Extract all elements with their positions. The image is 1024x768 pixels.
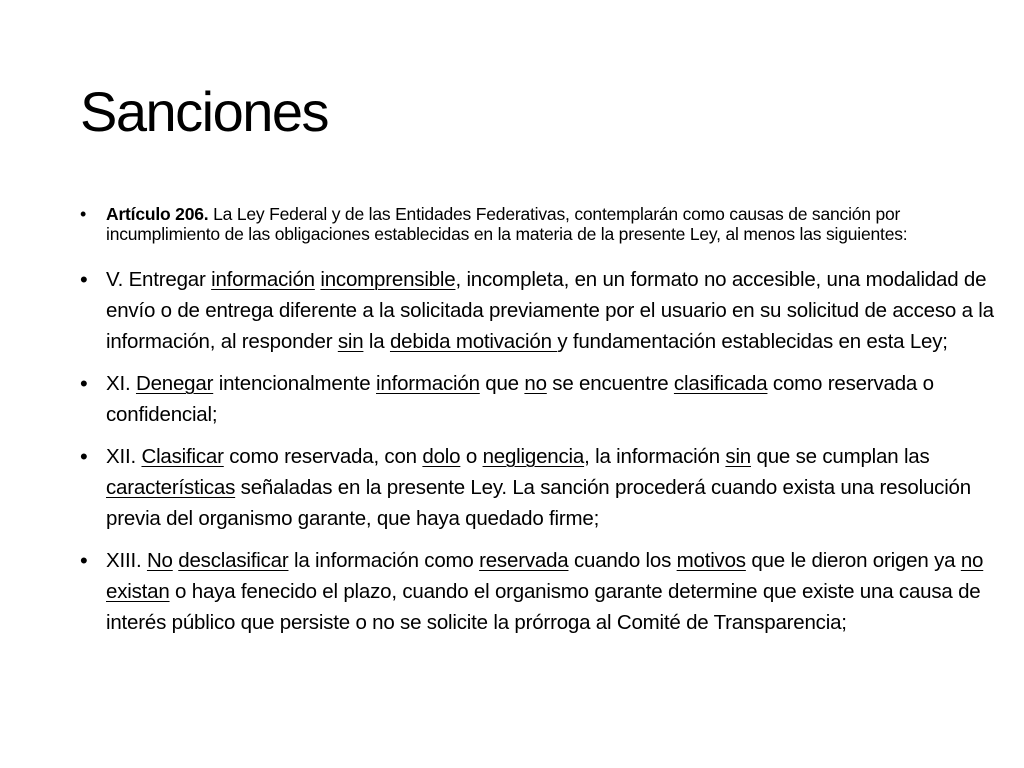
underlined-term: Denegar <box>135 372 214 395</box>
text-segment: V. Entregar <box>106 268 212 291</box>
sanction-text <box>106 549 983 634</box>
text-segment: cuando los <box>568 549 677 572</box>
underlined-term: características <box>106 476 236 499</box>
article-label: Artículo 206. <box>106 204 209 224</box>
text-segment: , incompleta, en un formato no accesible, una modalidad de envío o de entrega diferente a la solicitada previamente por el usuario en su solicitud de acceso a la información, al responder <box>106 268 994 353</box>
underlined-term: información <box>211 268 315 291</box>
underlined-term: reservada <box>479 549 569 572</box>
underlined-term: debida motivación <box>389 330 558 353</box>
underlined-term: existan <box>106 580 170 603</box>
text-segment: intencionalmente <box>213 372 377 395</box>
text-segment: o haya fenecido el plazo, cuando el organismo garante determine que existe una causa de interés público que persiste o no se solicite la prórroga al Comité de Transparencia; <box>106 580 981 634</box>
bullet-dot: • <box>80 204 87 224</box>
sanction-item-xii <box>80 441 1000 534</box>
text-segment: XI. <box>106 372 136 395</box>
bullet-dot: • <box>80 371 88 396</box>
underlined-term: negligencia <box>482 445 585 468</box>
text-segment: como reservada o confidencial; <box>106 372 934 426</box>
intro-bullet <box>80 204 1000 244</box>
intro-text <box>106 204 907 244</box>
underlined-term: No <box>146 549 173 572</box>
underlined-term: información <box>376 372 480 395</box>
text-segment: o <box>460 445 483 468</box>
underlined-term: dolo <box>422 445 461 468</box>
sanction-text <box>106 372 934 426</box>
text-segment: que <box>479 372 525 395</box>
text-segment: señaladas en la presente Ley. La sanción procederá cuando exista una resolución previa del organismo garante, que haya quedado firme; <box>106 476 971 530</box>
text-segment: se encuentre <box>546 372 674 395</box>
sanction-item-v <box>80 264 1000 357</box>
sanction-item-xi <box>80 368 1000 430</box>
text-segment: que le dieron origen ya <box>745 549 961 572</box>
bullet-list <box>80 204 1000 649</box>
underlined-term: desclasificar <box>178 549 289 572</box>
text-segment: que se cumplan las <box>751 445 930 468</box>
text-segment: la <box>363 330 390 353</box>
sanction-text <box>106 445 971 530</box>
article-text: La Ley Federal y de las Entidades Federativas, contemplarán como causas de sanción por incumplimiento de las obligaciones establecidas en la materia de la presente Ley, al menos las siguientes: <box>106 204 908 244</box>
underlined-term: motivos <box>676 549 746 572</box>
underlined-term: sin <box>337 330 364 353</box>
underlined-term: no <box>960 549 984 572</box>
sanction-item-xiii <box>80 545 1000 638</box>
sanction-text <box>106 268 994 353</box>
text-segment: como reservada, con <box>223 445 423 468</box>
slide-title: Sanciones <box>80 80 329 143</box>
bullet-dot: • <box>80 267 88 292</box>
bullet-dot: • <box>80 444 88 469</box>
text-segment: XIII. <box>106 549 147 572</box>
underlined-term: incomprensible <box>320 268 456 291</box>
text-segment: la información como <box>288 549 480 572</box>
underlined-term: sin <box>725 445 752 468</box>
underlined-term: no <box>524 372 547 395</box>
text-segment: y fundamentación establecidas en esta Ley; <box>557 330 948 353</box>
underlined-term: clasificada <box>673 372 768 395</box>
underlined-term: Clasificar <box>141 445 224 468</box>
text-segment: , la información <box>584 445 726 468</box>
text-segment: XII. <box>106 445 142 468</box>
bullet-dot: • <box>80 548 88 573</box>
